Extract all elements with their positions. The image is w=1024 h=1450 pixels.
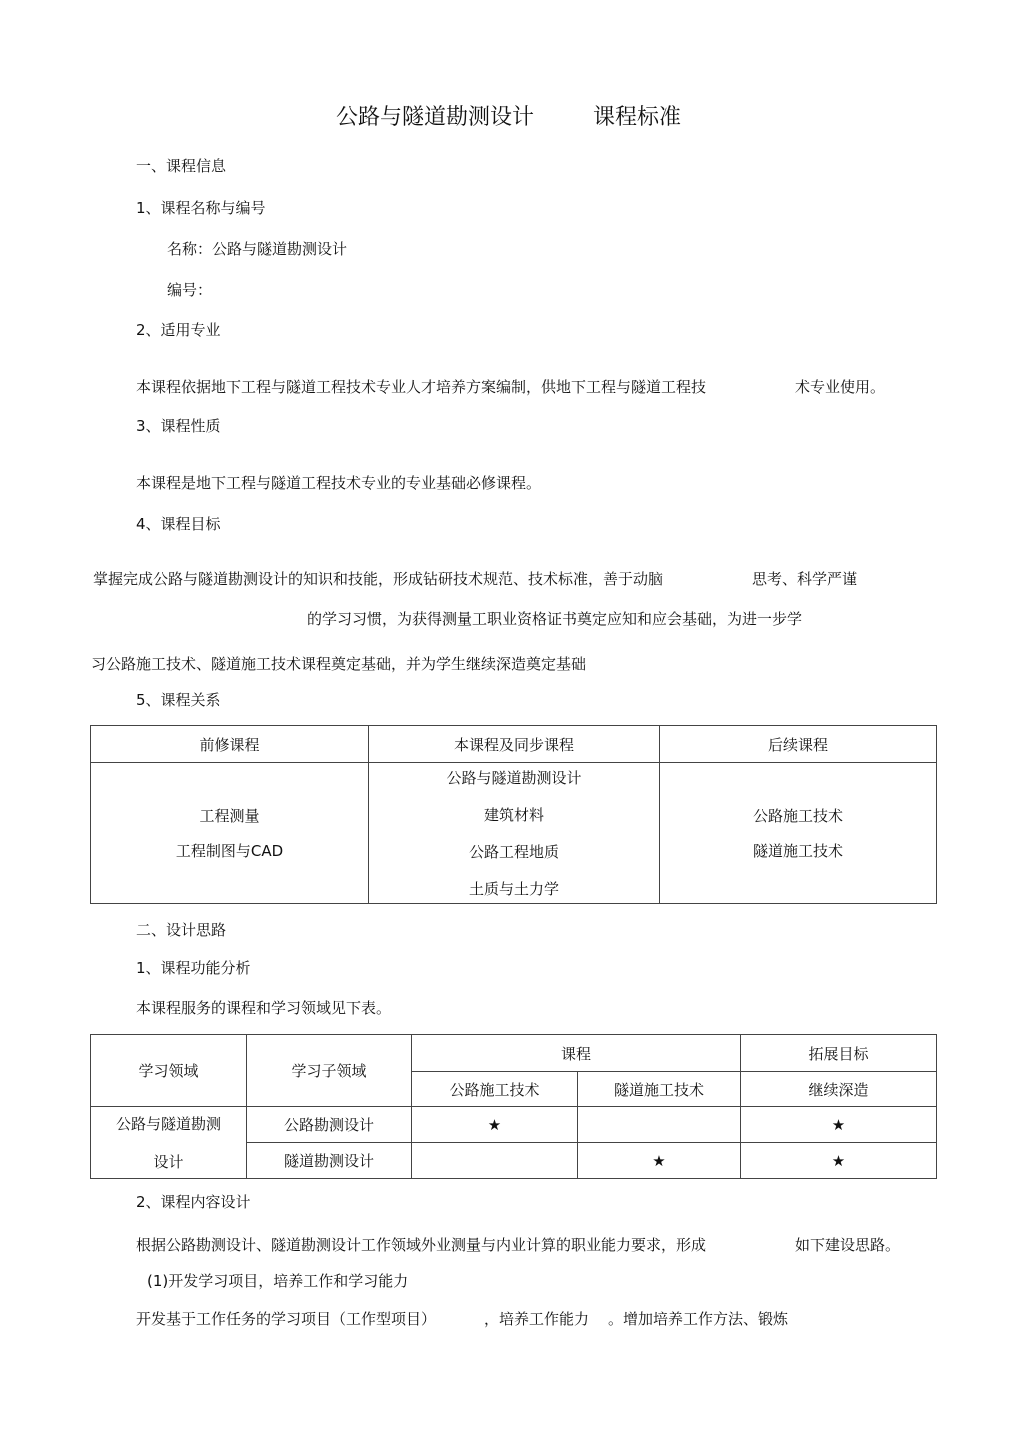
empty-cell <box>412 1143 578 1179</box>
service-domain-table <box>90 1034 937 1179</box>
paragraph-tail: 。增加培养工作方法、锻炼 <box>608 1310 789 1328</box>
course-relation-table <box>90 725 937 904</box>
domain-line: 设计 <box>153 1153 184 1171</box>
domain-cell <box>91 1107 247 1179</box>
paragraph: 本课程服务的课程和学习领域见下表。 <box>136 999 392 1017</box>
table-header: 课程 <box>412 1035 741 1072</box>
subdomain-cell: 公路勘测设计 <box>247 1107 412 1143</box>
sub-heading: (1)开发学习项目，培养工作和学习能力 <box>147 1272 409 1290</box>
table-header: 前修课程 <box>91 726 369 763</box>
item-heading: 2、课程内容设计 <box>136 1193 251 1211</box>
star-mark: ★ <box>578 1143 741 1179</box>
item-heading: 5、课程关系 <box>136 691 221 709</box>
paragraph-tail: 如下建设思路。 <box>795 1236 901 1254</box>
paragraph: 开发基于工作任务的学习项目（工作型项目） <box>136 1310 437 1328</box>
prerequisite-cell <box>91 763 369 904</box>
course-code: 编号： <box>167 281 213 299</box>
list-item: 工程测量 <box>199 807 260 825</box>
course-name: 名称：公路与隧道勘测设计 <box>167 240 348 258</box>
paragraph: 本课程是地下工程与隧道工程技术专业的专业基础必修课程。 <box>136 474 542 492</box>
item-heading: 1、课程功能分析 <box>136 959 251 977</box>
followup-cell <box>660 763 937 904</box>
list-item: 公路与隧道勘测设计 <box>446 769 582 787</box>
page-title: 公路与隧道勘测设计 <box>336 105 535 130</box>
page-title-suffix: 课程标准 <box>593 105 682 130</box>
table-header: 学习子领域 <box>247 1035 412 1107</box>
star-mark: ★ <box>741 1143 937 1179</box>
list-item: 建筑材料 <box>483 806 544 824</box>
star-mark: ★ <box>412 1107 578 1143</box>
table-header: 学习领域 <box>91 1035 247 1107</box>
list-item: 公路施工技术 <box>752 807 843 825</box>
item-heading: 3、课程性质 <box>136 417 221 435</box>
section-heading: 一、课程信息 <box>136 157 227 175</box>
paragraph: 根据公路勘测设计、隧道勘测设计工作领域外业测量与内业计算的职业能力要求，形成 <box>136 1236 707 1254</box>
paragraph: 的学习习惯，为获得测量工职业资格证书奠定应知和应会基础，为进一步学 <box>307 610 803 628</box>
table-header: 隧道施工技术 <box>578 1072 741 1107</box>
paragraph: 本课程依据地下工程与隧道工程技术专业人才培养方案编制，供地下工程与隧道工程技 <box>136 378 707 396</box>
list-item: 土质与土力学 <box>468 880 559 898</box>
domain-line: 公路与隧道勘测 <box>115 1115 221 1133</box>
paragraph-tail: 术专业使用。 <box>795 378 886 396</box>
section-heading: 二、设计思路 <box>136 921 227 939</box>
table-header: 公路施工技术 <box>412 1072 578 1107</box>
paragraph-mid: ，培养工作能力 <box>484 1310 590 1328</box>
empty-cell <box>578 1107 741 1143</box>
item-heading: 1、课程名称与编号 <box>136 199 266 217</box>
star-mark: ★ <box>741 1107 937 1143</box>
table-header: 继续深造 <box>741 1072 937 1107</box>
item-heading: 2、适用专业 <box>136 321 221 339</box>
table-header: 拓展目标 <box>741 1035 937 1072</box>
paragraph-tail: 思考、科学严谨 <box>752 570 858 588</box>
item-heading: 4、课程目标 <box>136 515 221 533</box>
list-item: 隧道施工技术 <box>752 842 843 860</box>
paragraph: 习公路施工技术、隧道施工技术课程奠定基础，并为学生继续深造奠定基础 <box>91 655 587 673</box>
list-item: 工程制图与CAD <box>175 842 284 860</box>
paragraph: 掌握完成公路与隧道勘测设计的知识和技能，形成钻研技术规范、技术标准，善于动脑 <box>93 570 664 588</box>
subdomain-cell: 隧道勘测设计 <box>247 1143 412 1179</box>
table-header: 本课程及同步课程 <box>369 726 660 763</box>
list-item: 公路工程地质 <box>468 843 559 861</box>
table-header: 后续课程 <box>660 726 937 763</box>
concurrent-cell <box>369 763 660 904</box>
